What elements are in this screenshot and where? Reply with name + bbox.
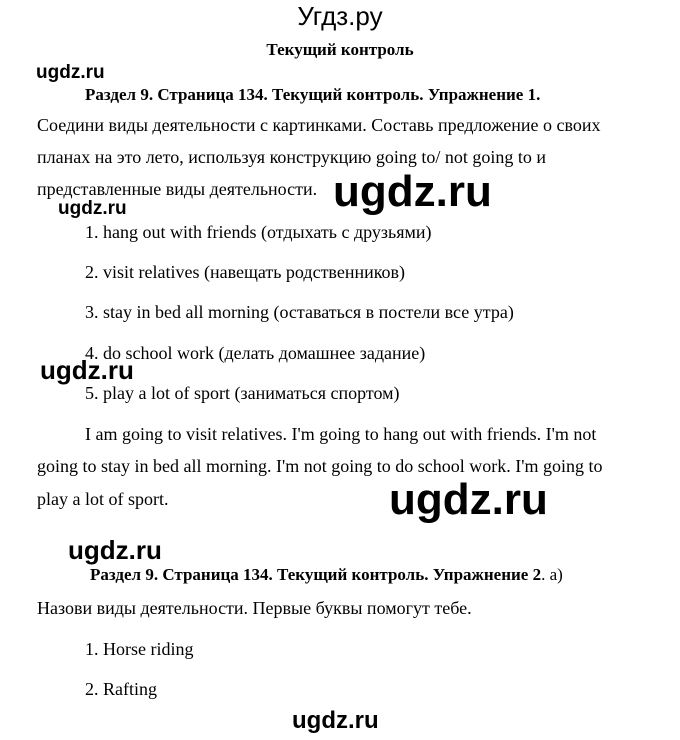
watermark: ugdz.ru [58,198,127,219]
watermark: ugdz.ru [68,535,162,565]
watermark: ugdz.ru [40,355,134,385]
section2-task: Назови виды деятельности. Первые буквы помогут тебе. [37,598,472,618]
section2-heading-main: Раздел 9. Страница 134. Текущий контроль. Упражнение 2 [90,565,542,584]
list-item: 1. hang out with friends (отдыхать с друзьями) [85,222,432,242]
list-item: 2. visit relatives (навещать родственников) [85,262,406,282]
answer-line-2: going to stay in bed all morning. I'm not going to do school work. I'm going to [37,456,603,476]
section2-heading [90,565,563,585]
list-item: 2. Rafting [85,679,157,699]
task-line-1: Соедини виды деятельности с картинками. Составь предложение о своих [37,115,601,135]
section1-heading: Раздел 9. Страница 134. Текущий контроль. Упражнение 1. [85,85,541,104]
task-line-3: представленные виды деятельности. [37,179,318,199]
page-heading: Текущий контроль [266,40,414,59]
watermark: ugdz.ru [333,167,492,216]
watermark: ugdz.ru [389,475,548,524]
watermark: ugdz.ru [36,62,105,83]
list-item: 5. play a lot of sport (заниматься спортом) [85,383,400,403]
list-item: 1. Horse riding [85,639,194,659]
task-line-2: планах на это лето, используя конструкцию going to/ not going to и [37,147,546,167]
site-title: Угдз.ру [297,1,383,31]
watermark: ugdz.ru [292,707,379,734]
answer-line-3: play a lot of sport. [37,489,169,509]
section2-heading-suffix: . а) [541,565,563,584]
list-item: 3. stay in bed all morning (оставаться в постели все утра) [85,302,514,322]
list-item: 4. do school work (делать домашнее задание) [85,343,426,363]
answer-line-1: I am going to visit relatives. I'm going to hang out with friends. I'm not [85,424,597,444]
